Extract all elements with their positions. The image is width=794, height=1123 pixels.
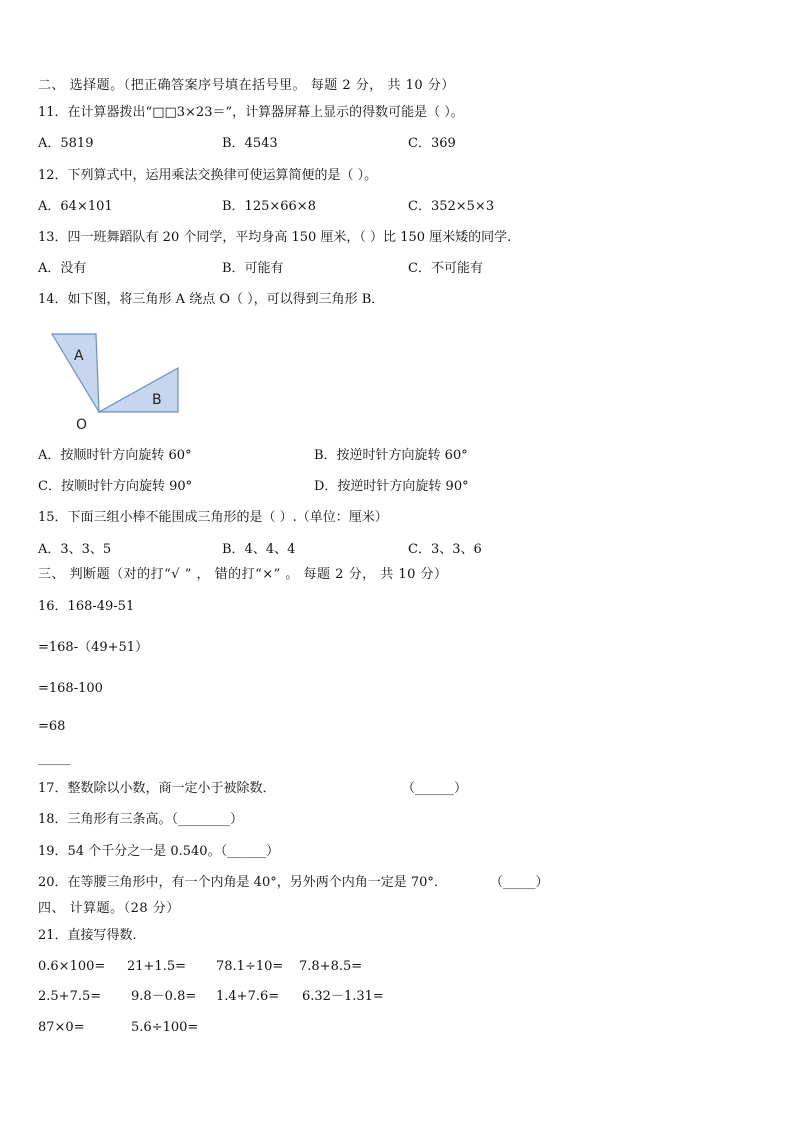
question-16-line-4: =68 <box>38 719 66 734</box>
q14-option-a: A．按顺时针方向旋转 60° <box>38 448 192 463</box>
triangle-a-label: A <box>74 348 84 364</box>
question-16-line-2: =168-（49+51） <box>38 640 149 655</box>
question-17-stem: 17．整数除以小数，商一定小于被除数． <box>38 781 276 796</box>
question-19-stem: 19．54 个千分之一是 0.540。（______） <box>38 844 280 859</box>
question-16-line-1: 16．168-49-51 <box>38 599 135 614</box>
q15-option-b: B．4、4、4 <box>222 542 296 557</box>
q11-option-c: C．369 <box>408 136 456 151</box>
calc-item: 9.8－0.8= <box>131 989 197 1004</box>
question-20-answer-blank: （_____） <box>490 875 549 890</box>
section-heading-judge: 三、 判断题（对的打“√ ” ， 错的打“×” 。 每题 2 分， 共 10 分） <box>38 567 448 582</box>
question-16-line-3: =168-100 <box>38 681 103 696</box>
q14-option-d: D．按逆时针方向旋转 90° <box>314 479 469 494</box>
q15-option-c: C．3、3、6 <box>408 542 482 557</box>
calc-item: 2.5+7.5= <box>38 989 102 1004</box>
point-o-label: O <box>76 417 88 433</box>
q12-option-c: C．352×5×3 <box>408 199 495 214</box>
question-20-stem: 20．在等腰三角形中，有一个内角是 40°，另外两个内角一定是 70°． <box>38 875 447 890</box>
triangle-b <box>99 368 178 412</box>
calc-item: 6.32－1.31= <box>302 989 384 1004</box>
calc-item: 21+1.5= <box>127 959 187 974</box>
triangle-a <box>52 334 99 412</box>
question-14-stem: 14．如下图，将三角形 A 绕点 O（ ），可以得到三角形 B． <box>38 292 385 307</box>
section-heading-calc: 四、 计算题。（28 分） <box>38 901 180 916</box>
calc-item: 5.6÷100= <box>131 1020 199 1035</box>
rotation-figure-svg <box>46 330 196 435</box>
calc-item: 1.4+7.6= <box>216 989 280 1004</box>
question-21-stem: 21．直接写得数. <box>38 928 137 943</box>
question-16-answer-blank: _____ <box>38 751 71 766</box>
q13-option-b: B．可能有 <box>222 261 284 276</box>
q14-option-c: C．按顺时针方向旋转 90° <box>38 479 193 494</box>
calc-item: 0.6×100= <box>38 959 106 974</box>
question-18-stem: 18．三角形有三条高。（________） <box>38 812 244 827</box>
q13-option-a: A．没有 <box>38 261 87 276</box>
question-17-answer-blank: （______） <box>402 781 468 796</box>
question-12-stem: 12．下列算式中，运用乘法交换律可使运算简便的是（ ）。 <box>38 168 378 183</box>
q15-option-a: A．3、3、5 <box>38 542 112 557</box>
q12-option-a: A．64×101 <box>38 199 113 214</box>
triangle-b-label: B <box>152 392 162 408</box>
question-11-stem: 11．在计算器拨出“□□3×23＝”，计算器屏幕上显示的得数可能是（ ）。 <box>38 105 464 120</box>
q11-option-a: A．5819 <box>38 136 94 151</box>
question-13-stem: 13．四一班舞蹈队有 20 个同学，平均身高 150 厘米，（ ）比 150 厘米矮的同学. <box>38 230 512 245</box>
q11-option-b: B．4543 <box>222 136 278 151</box>
calc-item: 87×0= <box>38 1020 85 1035</box>
rotation-figure <box>46 330 196 435</box>
calc-item: 7.8+8.5= <box>299 959 363 974</box>
section-heading-choice: 二、 选择题。（把正确答案序号填在括号里。 每题 2 分， 共 10 分） <box>38 78 455 93</box>
q12-option-b: B．125×66×8 <box>222 199 316 214</box>
q14-option-b: B．按逆时针方向旋转 60° <box>314 448 468 463</box>
question-15-stem: 15．下面三组小棒不能围成三角形的是（ ）.（单位：厘米） <box>38 510 388 525</box>
calc-item: 78.1÷10= <box>216 959 284 974</box>
q13-option-c: C．不可能有 <box>408 261 483 276</box>
